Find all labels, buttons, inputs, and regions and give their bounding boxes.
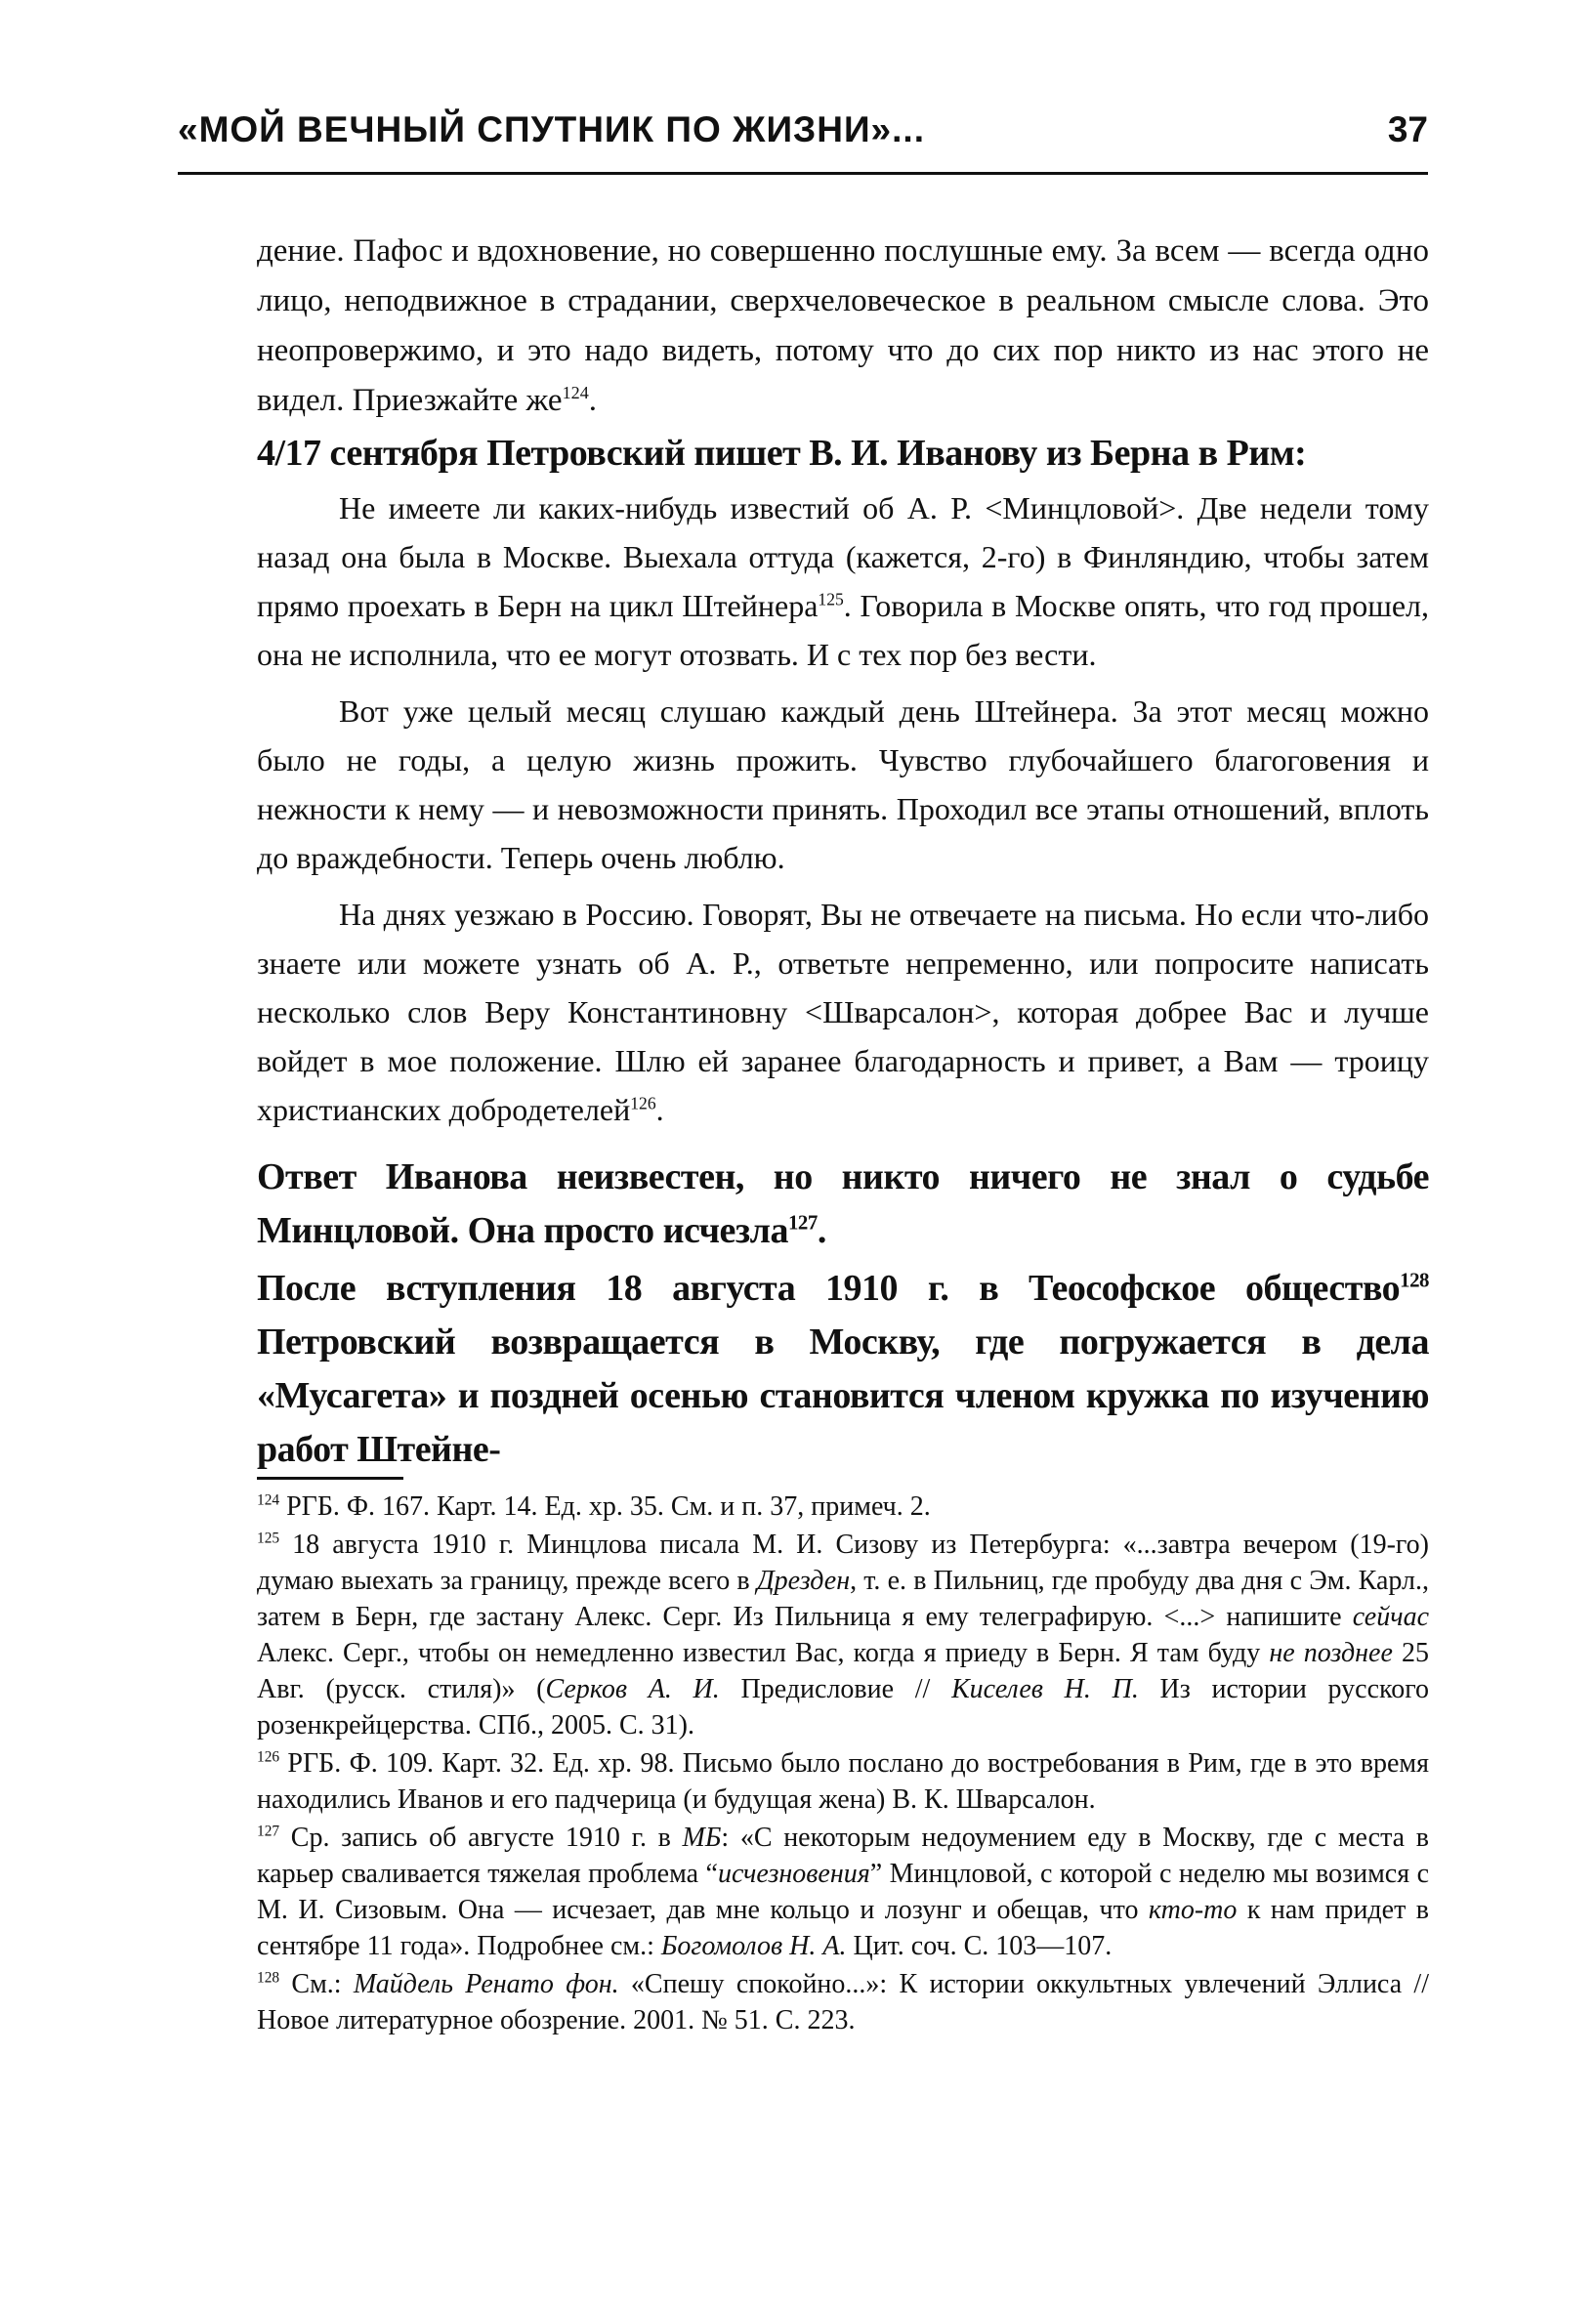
footnote-text: : «С некоторым недоумением еду в Москву, где с места в карьер сваливается тяжелая проблема “ <box>257 1823 1429 1889</box>
footnote-124 <box>257 1489 1429 1525</box>
footnote-italic: сейчас <box>1352 1602 1429 1632</box>
footnote-text: См.: <box>279 1969 354 1999</box>
footnotes <box>257 1489 1429 2040</box>
paragraph-3 <box>257 1151 1429 1258</box>
footnote-text: РГБ. Ф. 109. Карт. 32. Ед. хр. 98. Письмо было послано до востребования в Рим, где в это время находились Иванов и его падчерица (и будущая жена) В. К. Шварсалон. <box>257 1748 1429 1815</box>
quote-continuation <box>257 227 1429 426</box>
footnote-rule <box>257 1477 403 1480</box>
footnote-126 <box>257 1745 1429 1818</box>
footnote-text: Предисловие // <box>719 1674 952 1704</box>
footnote-text: Алекс. Серг., чтобы он немедленно известил Вас, когда я приеду в Берн. Я там буду <box>257 1638 1270 1668</box>
footnote-text: , т. е. в Пильниц, где пробуду два дня с Эм. Карл., затем в Берн, где застану Алекс. Серг. Из Пильница я ему телеграфирую. <...> напишите <box>257 1566 1429 1632</box>
paragraph-1-text: дение. Пафос и вдохновение, но совершенно послушные ему. За всем — всегда одно лицо, неподвижное в страдании, сверхчеловеческое в реальном смысле слова. Это неопровержимо, и это надо видеть, потому что до сих пор никто из нас этого не видел. Приезжайте же <box>257 233 1429 418</box>
running-title: «МОЙ ВЕЧНЫЙ СПУТНИК ПО ЖИЗНИ»... <box>178 109 925 149</box>
footnote-number: 124 <box>257 1491 280 1509</box>
author-paragraph-3 <box>257 1151 1429 1477</box>
footnote-italic: Дрезден <box>756 1566 851 1596</box>
footnote-127 <box>257 1820 1429 1964</box>
letter-quote <box>257 483 1429 1134</box>
footnote-text: Из истории русского розенкрейцерства. СПб., 2005. С. 31). <box>257 1674 1429 1741</box>
quote-paragraph-1 <box>257 483 1429 679</box>
page-header <box>178 109 1428 172</box>
footnote-ref-128[interactable]: 128 <box>1400 1268 1429 1292</box>
footnote-text: 18 августа 1910 г. Минцлова писала М. И. Сизову из Петербурга: «...завтра вечером (19-го) думаю выехать за границу, прежде всего в <box>257 1530 1429 1596</box>
footnote-ref-126[interactable]: 126 <box>630 1093 656 1113</box>
footnote-text: РГБ. Ф. 167. Карт. 14. Ед. хр. 35. См. и п. 37, примеч. 2. <box>279 1491 931 1522</box>
footnote-number: 127 <box>257 1823 280 1840</box>
footnote-italic: МБ <box>682 1823 722 1853</box>
footnote-text: Цит. соч. С. 103—107. <box>846 1931 1113 1961</box>
quote-1-end: . Говорила в Москве опять, что год прошел, она не исполнила, что ее могут отозвать. И с тех пор без вести. <box>257 588 1430 672</box>
quote-3-end: . <box>655 1092 664 1127</box>
paragraph-1-end: . <box>588 383 598 418</box>
paragraph-2: 4/17 сентября Петровский пишет В. И. Иванову из Берна в Рим: <box>257 433 1307 474</box>
footnote-text: Ср. запись об августе 1910 г. в <box>279 1823 683 1853</box>
paragraph-3-text: Ответ Иванова неизвестен, но никто ничего не знал о судьбе Минцловой. Она просто исчезла <box>257 1156 1429 1251</box>
footnote-number: 126 <box>257 1748 280 1766</box>
footnote-italic: кто-то <box>1148 1895 1238 1925</box>
footnote-text: к нам придет в сентябре 11 года». Подробнее см.: <box>257 1895 1430 1961</box>
author-paragraph-2 <box>257 427 1429 481</box>
footnote-italic: исчезновения <box>717 1859 870 1889</box>
paragraph-4 <box>257 1262 1429 1477</box>
footnote-128 <box>257 1966 1429 2038</box>
page-number: 37 <box>1387 109 1428 149</box>
footnote-125 <box>257 1527 1429 1743</box>
quote-3-text: На днях уезжаю в Россию. Говорят, Вы не отвечаете на письма. Но если что-либо знаете или можете узнать об А. Р., ответьте непременно, или попросите написать несколько слов Веру Константиновну <Шварсалон>, которая добрее Вас и лучше войдет в мое положение. Шлю ей заранее благодарность и привет, а Вам — троицу христианских добродетелей <box>257 897 1429 1127</box>
paragraph-4-end: Петровский возвращается в Москву, где погружается в дела «Мусагета» и поздней осенью становится членом кружка по изучению работ Штейне- <box>257 1321 1429 1470</box>
footnote-text: «Спешу спокойно...»: К истории оккультных увлечений Эллиса // Новое литературное обозрение. 2001. № 51. С. 223. <box>257 1969 1429 2035</box>
footnote-italic: не позднее <box>1269 1638 1393 1668</box>
paragraph-1 <box>257 227 1429 426</box>
paragraph-3-end: . <box>817 1210 826 1251</box>
footnote-number: 125 <box>257 1530 280 1547</box>
footnote-ref-127[interactable]: 127 <box>787 1210 818 1235</box>
footnote-italic: Майдель Ренато фон. <box>353 1969 619 1999</box>
quote-paragraph-2: Вот уже целый месяц слушаю каждый день Штейнера. За этот месяц можно было не годы, а целую жизнь прожить. Чувство глубочайшего благоговения и нежности к нему — и невозможности принять. Проходил все этапы отношений, вплоть до враждебности. Теперь очень люблю. <box>257 693 1429 875</box>
footnote-ref-124[interactable]: 124 <box>562 383 589 402</box>
footnote-text: 25 Авг. (русск. стиля)» ( <box>257 1638 1429 1704</box>
footnote-text: ” Минцловой, с которой с неделю мы возимся с М. И. Сизовым. Она — исчезает, дав мне кольцо и лозунг и обещав, что <box>257 1859 1430 1925</box>
paragraph-4-text: После вступления 18 августа 1910 г. в Теософское общество <box>257 1268 1401 1309</box>
footnote-italic: Киселев Н. П. <box>951 1674 1139 1704</box>
quote-paragraph-3 <box>257 890 1429 1134</box>
footnote-italic: Серков А. И. <box>545 1674 720 1704</box>
footnote-italic: Богомолов Н. А. <box>660 1931 847 1961</box>
header-rule <box>178 172 1428 175</box>
quote-1-text: Не имеете ли каких-нибудь известий об А. Р. <Минцловой>. Две недели тому назад она была в Москве. Выехала оттуда (кажется, 2-го) в Финляндию, чтобы затем прямо проехать в Берн на цикл Штейнера <box>257 490 1429 623</box>
footnote-ref-125[interactable]: 125 <box>818 589 844 609</box>
footnote-number: 128 <box>257 1969 280 1987</box>
